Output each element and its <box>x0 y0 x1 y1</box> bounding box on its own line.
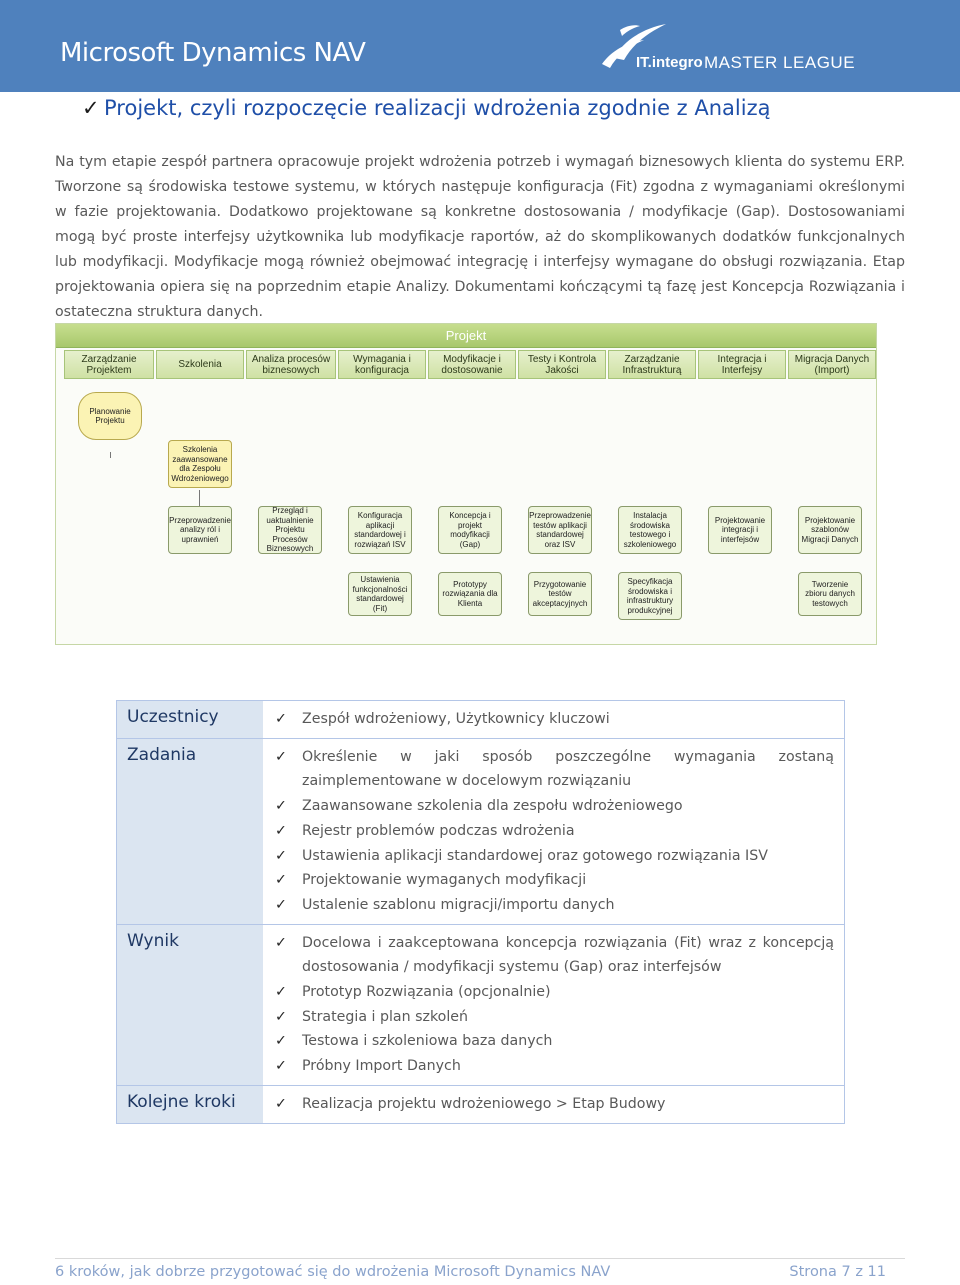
table-row <box>117 739 844 925</box>
list-item: ✓ Rejestr problemów podczas wdrożenia <box>275 819 834 844</box>
checkmark-icon: ✓ <box>275 1008 287 1025</box>
project-diagram <box>55 323 877 645</box>
lane-header: Zarządzanie Infrastrukturą <box>608 350 696 379</box>
lane-header: Modyfikacje i dostosowanie <box>428 350 516 379</box>
checkmark-icon: ✓ <box>275 934 287 951</box>
diagram-box: Specyfikacja środowiska i infrastruktury produkcyjnej <box>618 572 682 620</box>
lane-header: Integracja i Interfejsy <box>698 350 786 379</box>
lane-header: Szkolenia <box>156 350 244 379</box>
list-item: ✓ Zespół wdrożeniowy, Użytkownicy kluczowi <box>275 707 834 732</box>
row-label: Kolejne kroki <box>117 1086 263 1123</box>
checkmark-icon: ✓ <box>275 896 287 913</box>
list-item: ✓ Określenie w jaki sposób poszczególne wymagania zostaną zaimplementowane w docelowym rozwiązaniu <box>275 745 834 794</box>
lane-header: Wymagania i konfiguracja <box>338 350 426 379</box>
summary-table <box>116 700 845 1124</box>
lane-header: Migracja Danych (Import) <box>788 350 876 379</box>
diagram-box: Przegląd i uaktualnienie Projektu Procesów Biznesowych <box>258 506 322 554</box>
lane-header: Zarządzanie Projektem <box>64 350 154 379</box>
checkmark-icon: ✓ <box>275 1058 287 1075</box>
list-item: ✓ Testowa i szkoleniowa baza danych <box>275 1029 834 1054</box>
diagram-title: Projekt <box>445 328 487 343</box>
row-content <box>263 739 844 924</box>
diagram-box: Koncepcja i projekt modyfikacji (Gap) <box>438 506 502 554</box>
checkmark-icon: ✓ <box>275 711 287 727</box>
list-item: ✓ Docelowa i zaakceptowana koncepcja rozwiązania (Fit) wraz z koncepcją dostosowania / modyfikacji systemu (Gap) oraz interfejsów <box>275 931 834 980</box>
list-item: ✓ Realizacja projektu wdrożeniowego > Etap Budowy <box>275 1092 834 1117</box>
lane-header: Testy i Kontrola Jakości <box>518 350 606 379</box>
page-number: Strona 7 z 11 <box>789 1264 886 1280</box>
header-title: Microsoft Dynamics NAV <box>60 38 366 68</box>
checkmark-icon: ✓ <box>275 984 287 1001</box>
list-item: ✓ Ustawienia aplikacji standardowej oraz gotowego rozwiązania ISV <box>275 844 834 869</box>
intro-paragraph <box>55 150 905 325</box>
diagram-box: Projektowanie szablonów Migracji Danych <box>798 506 862 554</box>
checkmark-icon: ✓ <box>275 1095 287 1112</box>
diagram-box: Tworzenie zbioru danych testowych <box>798 572 862 616</box>
footer-title: 6 kroków, jak dobrze przygotować się do wdrożenia Microsoft Dynamics NAV <box>55 1264 611 1280</box>
header-league: MASTER LEAGUE <box>704 53 856 72</box>
list-item: ✓ Ustalenie szablonu migracji/importu danych <box>275 893 834 918</box>
section-heading <box>82 96 770 120</box>
diagram-box-planowanie: Planowanie Projektu <box>78 392 142 440</box>
row-label: Wynik <box>117 925 263 1085</box>
diagram-box: Projektowanie integracji i interfejsów <box>708 506 772 554</box>
list-item: ✓ Projektowanie wymaganych modyfikacji <box>275 868 834 893</box>
list-item: ✓ Próbny Import Danych <box>275 1054 834 1079</box>
checkmark-icon: ✓ <box>275 748 287 765</box>
header-brand: IT.integro <box>636 54 703 71</box>
heading-text: Projekt, czyli rozpoczęcie realizacji wdrożenia zgodnie z Analizą <box>104 96 771 120</box>
diagram-box: Przeprowadzenie analizy ról i uprawnień <box>168 506 232 554</box>
footer-divider <box>55 1258 905 1259</box>
list-item: ✓ Prototyp Rozwiązania (opcjonalnie) <box>275 980 834 1005</box>
row-content <box>263 1086 844 1123</box>
diagram-box: Ustawienia funkcjonalności standardowej (Fit) <box>348 572 412 616</box>
row-label: Uczestnicy <box>117 701 263 738</box>
row-label: Zadania <box>117 739 263 924</box>
paragraph-text: Na tym etapie zespół partnera opracowuje projekt wdrożenia potrzeb i wymagań biznesowych klienta do systemu ERP. Tworzone są środowiska testowe systemu, w których następuje konfiguracja (Fit) zgodna z wymaganiami określonymi w fazie projektowania. Dodatkowo projektowane są konkretne dostosowania / modyfikacje (Gap). Dostosowaniami mogą być proste interfejsy użytkownika lub modyfikacje raportów, aż do skomplikowanych dodatków funkcjonalnych lub modyfikacji. Modyfikacje mogą również obejmować integrację i interfejsy wymagane do obsługi rozwiązania. Etap projektowania opiera się na poprzednim etapie Analizy. Dokumentami kończącymi tą fazę jest Koncepcja Rozwiązania i ostateczna struktura danych. <box>55 154 905 320</box>
diagram-box-szkolenia: Szkolenia zaawansowane dla Zespołu Wdrożeniowego <box>168 440 232 488</box>
diagram-box: Przygotowanie testów akceptacyjnych <box>528 572 592 616</box>
checkmark-icon: ✓ <box>275 1033 287 1050</box>
table-row <box>117 1086 844 1123</box>
table-row <box>117 925 844 1086</box>
diagram-box: Konfiguracja aplikacji standardowej i rozwiązań ISV <box>348 506 412 554</box>
lane-header: Analiza procesów biznesowych <box>246 350 336 379</box>
list-item: ✓ Strategia i plan szkoleń <box>275 1005 834 1030</box>
checkmark-icon: ✓ <box>275 798 287 815</box>
page-header <box>0 0 960 92</box>
diagram-header <box>56 324 876 348</box>
checkmark-icon: ✓ <box>275 822 287 839</box>
checkmark-icon: ✓ <box>82 96 100 120</box>
diagram-box: Przeprowadzenie testów aplikacji standardowej oraz ISV <box>528 506 592 554</box>
list-item: ✓ Zaawansowane szkolenia dla zespołu wdrożeniowego <box>275 794 834 819</box>
diagram-box: Instalacja środowiska testowego i szkoleniowego <box>618 506 682 554</box>
checkmark-icon: ✓ <box>275 847 287 864</box>
table-row <box>117 701 844 739</box>
checkmark-icon: ✓ <box>275 872 287 889</box>
row-content <box>263 925 844 1085</box>
diagram-box: Prototypy rozwiązania dla Klienta <box>438 572 502 616</box>
connector <box>110 452 111 458</box>
row-content <box>263 701 844 738</box>
